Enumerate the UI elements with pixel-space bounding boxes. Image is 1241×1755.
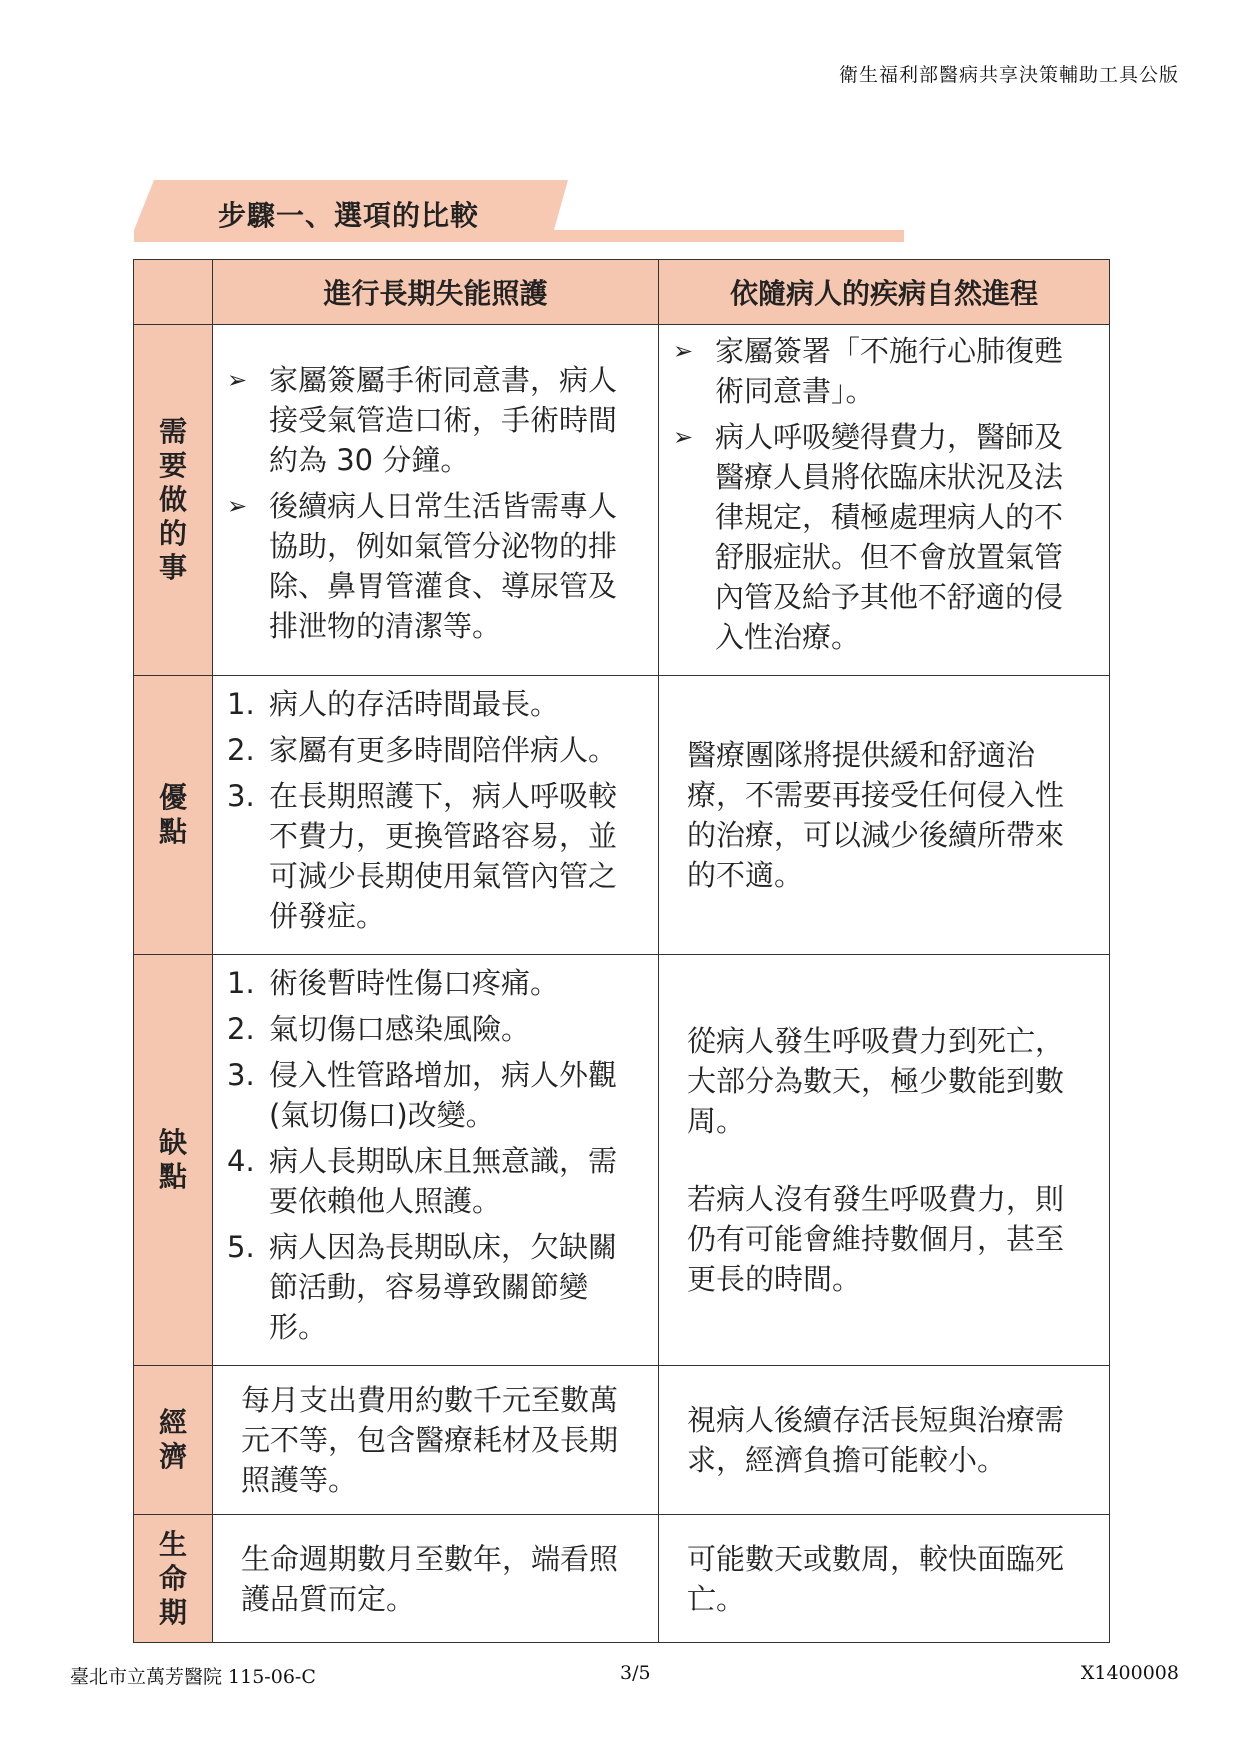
row-label-cons: 缺點	[134, 955, 213, 1366]
footer-hospital: 臺北市立萬芳醫院 115-06-C	[70, 1666, 316, 1688]
arrow-bullet-icon: ➢	[227, 366, 248, 394]
col-header-long-term-care: 進行長期失能照護	[213, 260, 659, 325]
corner-cell	[134, 260, 213, 325]
arrow-bullet-icon: ➢	[673, 337, 694, 365]
col-header-natural-course: 依隨病人的疾病自然進程	[659, 260, 1110, 325]
cons-left-cell	[213, 955, 659, 1366]
page-number: 3/5	[620, 1662, 651, 1684]
economy-right-cell: 視病人後續存活長短與治療需求，經濟負擔可能較小。	[659, 1366, 1110, 1515]
cons-right-paragraph-2: 若病人沒有發生呼吸費力，則仍有可能會維持數個月，甚至更長的時間。	[687, 1182, 1065, 1296]
arrow-bullet-icon: ➢	[227, 492, 248, 520]
economy-left-cell: 每月支出費用約數千元至數萬元不等，包含醫療耗材及長期照護等。	[213, 1366, 659, 1515]
todo-left-cell	[213, 325, 659, 676]
list-item: 3. 在長期照護下，病人呼吸較不費力，更換管路容易，並可減少長期使用氣管內管之併發症。	[227, 779, 618, 933]
list-item: ➢ 家屬簽屬手術同意書，病人接受氣管造口術，手術時間約為 30 分鐘。	[227, 360, 636, 480]
list-item: 3. 侵入性管路增加，病人外觀(氣切傷口)改變。	[227, 1058, 618, 1132]
list-item: 2. 家屬有更多時間陪伴病人。	[227, 733, 618, 767]
comparison-table	[133, 259, 1110, 1643]
tool-title: 衛生福利部醫病共享決策輔助工具公版	[838, 64, 1179, 86]
list-item: 2. 氣切傷口感染風險。	[227, 1012, 531, 1046]
list-item: 5. 病人因為長期臥床，欠缺關節活動，容易導致關節變形。	[227, 1230, 618, 1344]
table-row	[134, 1515, 1110, 1643]
table-row	[134, 1366, 1110, 1515]
pros-right-cell: 醫療團隊將提供緩和舒適治療，不需要再接受任何侵入性的治療，可以減少後續所帶來的不適。	[659, 676, 1110, 955]
lifespan-right-cell: 可能數天或數周，較快面臨死亡。	[659, 1515, 1110, 1643]
todo-right-cell	[659, 325, 1110, 676]
section-title: 步驟一、選項的比較	[218, 199, 480, 232]
list-item: 1. 術後暫時性傷口疼痛。	[227, 966, 560, 1000]
pros-left-cell	[213, 676, 659, 955]
list-item: 4. 病人長期臥床且無意識，需要依賴他人照護。	[227, 1144, 618, 1218]
list-item: ➢ 病人呼吸變得費力，醫師及醫療人員將依臨床狀況及法律規定，積極處理病人的不舒服症狀。但不會放置氣管內管及給予其他不舒適的侵入性治療。	[673, 417, 1087, 657]
row-label-todo: 需要做的事	[134, 325, 213, 676]
arrow-bullet-icon: ➢	[673, 423, 694, 451]
table-header-row	[134, 260, 1110, 325]
row-label-lifespan: 生命期	[134, 1515, 213, 1643]
row-label-pros: 優點	[134, 676, 213, 955]
table-row	[134, 676, 1110, 955]
lifespan-left-cell: 生命週期數月至數年，端看照護品質而定。	[213, 1515, 659, 1643]
row-label-economy: 經濟	[134, 1366, 213, 1515]
section-banner	[134, 180, 914, 244]
cons-right-cell	[659, 955, 1110, 1366]
document-code: X1400008	[1080, 1662, 1179, 1684]
table-row	[134, 955, 1110, 1366]
cons-right-paragraph-1: 從病人發生呼吸費力到死亡，大部分為數天，極少數能到數周。	[687, 1024, 1065, 1138]
list-item: 1. 病人的存活時間最長。	[227, 687, 560, 721]
list-item: ➢ 後續病人日常生活皆需專人協助，例如氣管分泌物的排除、鼻胃管灌食、導尿管及排泄物的清潔等。	[227, 486, 636, 646]
list-item: ➢ 家屬簽署「不施行心肺復甦術同意書」。	[673, 331, 1087, 411]
table-row	[134, 325, 1110, 676]
